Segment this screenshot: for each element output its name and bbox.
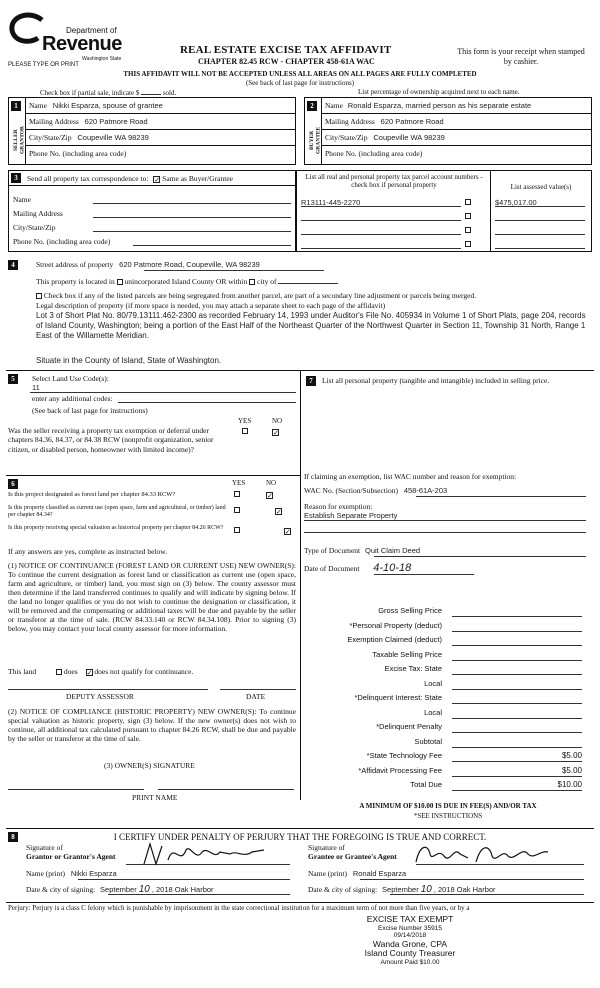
grantor-date-month[interactable]: September [100,885,137,894]
tax-row-value[interactable] [452,708,582,719]
tax-row-value[interactable] [452,693,582,704]
city-of-label: city of [257,277,277,286]
doc-type-label: Type of Document [304,546,361,555]
tax-row [304,691,586,706]
legal-label: Legal description of property (if more space is needed, you may attach a separate sheet to each page of the affidavit) [36,301,386,310]
tax-row-value[interactable] [452,606,582,617]
buyer-city-label: City/State/Zip [325,133,368,142]
tax-row-label: Exemption Claimed (deduct) [347,635,442,644]
does-checkbox[interactable] [56,669,62,675]
tax-row [304,662,586,677]
tax-row [304,706,586,721]
segregated-label: Check box if any of the listed parcels are being segregated from another parcel, are part of a secondary line adjustment or parcels being merged. [43,291,477,300]
wac-claim-label: If claiming an exemption, list WAC number and reason for exemption: [304,472,517,481]
grantee-sig-label-1: Signature of [308,843,345,852]
does-label: does [63,667,78,676]
land-use-see-back: (See back of last page for instructions) [32,406,148,415]
forest-question: Is this project designated as forest land per chapter 84.33 RCW? [8,491,176,498]
form-chapter: CHAPTER 82.45 RCW - CHAPTER 458-61A WAC [198,57,375,66]
tax-row-value[interactable] [452,722,582,733]
stamp-line-6: Amount Paid $10.00 [380,959,440,967]
section-1-seller [8,97,296,165]
seller-name[interactable]: Nikki Esparza, spouse of grantee [52,101,163,110]
seller-city[interactable]: Coupeville WA 98239 [77,133,149,142]
owner-signature-label: (3) OWNER(S) SIGNATURE [104,761,195,770]
tax-row-value[interactable] [452,621,582,632]
street-address[interactable]: 620 Patmore Road, Coupeville, WA 98239 [119,260,260,269]
logo-state: Washington State [82,56,122,62]
minimum-fee-note: A MINIMUM OF $10.00 IS DUE IN FEE(S) AND/OR TAX [359,802,537,810]
wac-label: WAC No. (Section/Subsection) [304,486,398,495]
location-label: This property is located in [36,277,115,286]
buyer-city[interactable]: Coupeville WA 98239 [373,133,445,142]
owner-signature-line-2[interactable] [158,789,294,790]
see-back-note: (See back of last page for instructions) [245,79,355,87]
tax-row [304,720,586,735]
section-number: 7 [306,376,316,386]
tax-row-value[interactable] [452,679,582,690]
section-2-buyer [304,97,592,165]
q2-yes-checkbox[interactable] [234,507,240,513]
print-name-label: PRINT NAME [132,793,178,802]
tax-row [304,604,586,619]
grantee-date-month[interactable]: September [382,885,419,894]
perjury-note: Perjury: Perjury is a class C felony which is punishable by imprisonment in the state correctional institution for a maximum term of not more than five years, or by a [8,904,470,912]
grantor-date-year-city[interactable]: , 2018 Oak Harbor [151,885,214,894]
segregated-checkbox[interactable] [36,293,42,299]
grantee-date-label: Date & city of signing: [308,885,378,894]
parcel-2-checkbox[interactable] [465,213,471,219]
tax-table [304,604,586,793]
owner-signature-line-1[interactable] [8,789,144,790]
grantee-name-label: Name (print) [308,869,347,878]
grantor-name-label: Name (print) [26,869,65,878]
grantee-date-day[interactable]: 10 [420,884,432,895]
notice-compliance-text: (2) NOTICE OF COMPLIANCE (HISTORIC PROPERTY) NEW OWNER(S): To continue special valuation as historic property, sign (3) below. If the new owner(s) does not wish to continue, all additional tax calculated pursuant to chapter 84.26 RCW, shall be due and payable by the seller or transferor at the time of sale. [8,707,296,743]
doc-type[interactable]: Quit Claim Deed [365,546,421,555]
see-instructions-note: *SEE INSTRUCTIONS [413,812,483,820]
section-number: 6 [8,479,18,489]
s6-no-header: NO [266,479,277,487]
buyer-mail[interactable]: 620 Patmore Road [380,117,444,126]
this-land-label: This land [8,667,37,676]
tax-row-label: *Delinquent Penalty [376,722,442,731]
logo-name: Revenue [42,33,122,55]
unincorporated-checkbox[interactable] [117,279,123,285]
q3-no-checkbox[interactable]: ✓ [284,527,291,536]
form-title: REAL ESTATE EXCISE TAX AFFIDAVIT [180,44,392,56]
stamp-line-3: 09/14/2018 [393,932,427,940]
notice-compliance [8,705,296,805]
situate-text[interactable]: Situate in the County of Island, State of Washington. [36,356,222,365]
stamp-line-5: Island County Treasurer [364,948,456,959]
unincorporated-label: unincorporated Island County OR within [124,277,248,286]
section-number: 2 [307,101,317,111]
additional-codes-label: enter any additional codes: [32,394,113,403]
tax-row [304,633,586,648]
parcels-header: List all real and personal property tax parcel account numbers - check box if personal property [305,173,483,190]
s3-name-field[interactable] [93,203,291,204]
receipt-note: This form is your receipt when stamped by cashier. [457,47,585,66]
parcel-number[interactable]: R13111-445-2270 [301,198,361,207]
sold-label: sold. [162,89,177,97]
grantor-sig-label-1: Signature of [26,843,63,852]
tax-row [304,619,586,634]
tax-row [304,749,586,764]
s3-city-label: City/State/Zip [13,223,56,232]
tax-row-label: *Affidavit Processing Fee [358,765,442,775]
tax-row-label: Local [424,707,442,717]
parcel-3-checkbox[interactable] [465,227,471,233]
list-pct-note: List percentage of ownership acquired next to each name. [358,88,520,96]
current-use-question: Is this property classified as current use (open space, farm and agricultural, or timber) land per chapter 84.34? [8,505,226,519]
exemption-question: Was the seller receiving a property tax exemption or deferral under chapters 84.36, 84.37, or 84.38 RCW (nonprofit organization, senior citizen, or disabled person, homeowner with limited income)? [8,426,214,454]
assessed-header: List assessed value(s) [510,183,572,191]
section-4-property [8,258,592,368]
grantor-sig-label-2: Grantor or Grantor's Agent [26,851,116,861]
legal-description[interactable]: Lot 3 of Short Plat No. 80/79.13111.462-2300 as recorded February 14, 1993 under Auditor's File No. 405934 in Volume 1 of Short Plats, page 204, records of Island County, Washington; being a portion of the East Half of the Northeast Quarter of the Northwest Quarter in Section 11, Township 31 North, Range 1 East of the Willamette Meridian. [36,311,586,340]
reason-label: Reason for exemption: [304,502,373,511]
seller-side-label: SELLER GRANTOR [13,126,26,155]
doc-date-label: Date of Document [304,564,360,573]
s5-no-checkbox[interactable]: ✓ [273,428,279,437]
s3-phone-label: Phone No. (including area code) [13,237,111,246]
tax-row-label: Excise Tax: State [384,664,442,673]
tax-row-value[interactable] [452,650,582,661]
section-number: 5 [8,374,18,384]
buyer-name-label: Name [325,101,343,110]
grantor-date-day[interactable]: 10 [138,884,150,895]
partial-sale-row [40,88,176,97]
section-number: 4 [8,260,18,270]
s3-phone-field[interactable] [133,245,291,246]
tax-row-label: Gross Selling Price [378,606,442,615]
section-number: 8 [8,832,18,842]
tax-row-label: *Delinquent Interest: State [354,693,442,702]
tax-row-label: Taxable Selling Price [372,649,442,659]
tax-row-label: Local [424,678,442,688]
tax-row-label: Subtotal [414,736,442,746]
tax-row-value[interactable] [452,664,582,675]
land-use-label: Select Land Use Code(s): [32,374,109,383]
s6-yes-header: YES [232,479,246,487]
same-as-buyer-checkbox[interactable]: ✓ [154,175,161,184]
s3-mail-field[interactable] [93,217,291,218]
city-of-field[interactable] [278,277,338,284]
grantor-date-label: Date & city of signing: [26,885,96,894]
doc-date[interactable]: 4-10-18 [373,562,412,574]
section-8-certify [8,830,592,900]
s3-name-label: Name [13,195,31,204]
seller-name-label: Name [29,101,47,110]
tax-row-value[interactable]: $5.00 [452,751,582,762]
city-of-checkbox[interactable] [249,279,255,285]
send-label: Send all property tax correspondence to: [27,174,149,183]
buyer-phone-label: Phone No. (including area code) [325,149,423,158]
q2-no-checkbox[interactable]: ✓ [275,507,282,516]
partial-sale-label: Check box if partial sale, indicate $ [40,89,140,97]
excise-stamp [340,915,480,967]
tax-row-label: *Personal Property (deduct) [349,620,442,630]
buyer-name[interactable]: Ronald Esparza, married person as his separate estate [347,101,532,110]
s5-yes-header: YES [238,417,252,425]
reason-text[interactable]: Establish Separate Property [304,511,398,520]
s3-mail-label: Mailing Address [13,209,63,218]
section-6-forest [8,477,296,707]
does-not-checkbox[interactable]: ✓ [86,668,93,677]
section-number: 3 [11,173,21,183]
buyer-mail-label: Mailing Address [325,117,375,126]
grantee-date-year-city[interactable]: , 2018 Oak Harbor [433,885,496,894]
tax-row [304,778,586,793]
stamp-line-1: EXCISE TAX EXEMPT [366,914,454,924]
revenue-logo [6,4,126,62]
tax-row-value[interactable]: $10.00 [452,780,582,791]
parcel-1-checkbox[interactable] [465,199,471,205]
date-label: DATE [246,692,266,701]
street-label: Street address of property [36,260,114,269]
s3-city-field[interactable] [93,231,291,232]
stamp-line-2: Excise Number 35915 [378,924,442,932]
not-accepted-note: THIS AFFIDAVIT WILL NOT BE ACCEPTED UNLESS ALL AREAS ON ALL PAGES ARE FULLY COMPLETED [123,70,477,78]
section-7-personal [304,372,592,810]
please-type: PLEASE TYPE OR PRINT [8,62,79,68]
seller-mail[interactable]: 620 Patmore Road [84,117,148,126]
if-yes-note: If any answers are yes, complete as instructed below. [8,547,168,556]
s5-yes-checkbox[interactable] [242,428,248,434]
seller-phone-label: Phone No. (including area code) [29,149,127,158]
wac-number[interactable]: 458-61A-203 [403,486,448,495]
partial-sale-amount[interactable] [141,88,161,95]
q3-yes-checkbox[interactable] [234,527,240,533]
grantor-name[interactable]: Nikki Esparza [70,869,117,878]
section-3-correspondence [8,170,296,252]
additional-codes-field[interactable] [118,402,296,403]
tax-row [304,648,586,663]
logo-dept: Department of [66,26,117,35]
s5-no-header: NO [272,417,283,425]
assessed-value[interactable]: $475,017.00 [495,198,537,207]
grantee-name[interactable]: Ronald Esparza [352,869,407,878]
parcel-4-checkbox[interactable] [465,241,471,247]
land-use-code[interactable]: 11 [32,383,40,392]
tax-row-label: *State Technology Fee [366,751,442,760]
section-3-parcels [296,170,592,252]
historic-question: Is this property receiving special valuation as historical property per chapter 84.26 RCW? [8,525,224,531]
seller-city-label: City/State/Zip [29,133,72,142]
notice-continuance: (1) NOTICE OF CONTINUANCE (FOREST LAND OR CURRENT USE) NEW OWNER(S): To continue the current designation as forest land or classification as current use (open space, farm and agriculture, or timber) land, you must sign on (3) below. The county assessor must then determine if the land transferred continues to qualify and will indicate by signing below. If the land no longer qualifies or you do not wish to continue the designation or classification, it will be removed and the compensating or additional taxes will be due and payable by the seller or transferor at the time of sale. (RCW 84.33.140 or RCW 84.34.108). Prior to signing (3) below, you may contact your local county assessor for more information. [8,561,296,633]
tax-row [304,735,586,750]
tax-row [304,764,586,779]
tax-row-label: Total Due [410,780,442,789]
deputy-assessor-label: DEPUTY ASSESSOR [66,692,134,701]
tax-row [304,677,586,692]
tax-row-value[interactable]: $5.00 [452,766,582,777]
seller-mail-label: Mailing Address [29,117,79,126]
grantee-sig-label-2: Grantee or Grantee's Agent [308,851,397,861]
stamp-line-4: Wanda Grone, CPA [372,938,448,949]
tax-row-value[interactable] [452,737,582,748]
does-not-label: does not [94,667,120,676]
q1-no-checkbox[interactable]: ✓ [267,491,273,500]
certify-statement: I CERTIFY UNDER PENALTY OF PERJURY THAT THE FOREGOING IS TRUE AND CORRECT. [113,832,487,842]
personal-property-label: List all personal property (tangible and intangible) included in selling price. [322,376,550,385]
buyer-side-label: BUYER GRANTEE [309,126,322,154]
section-5-land-use [8,372,296,472]
qualify-label: qualify for continuance. [121,667,194,676]
section-number: 1 [11,101,21,111]
q1-yes-checkbox[interactable] [234,491,240,497]
tax-row-value[interactable] [452,635,582,646]
same-as-buyer-label: Same as Buyer/Grantee [162,174,233,183]
